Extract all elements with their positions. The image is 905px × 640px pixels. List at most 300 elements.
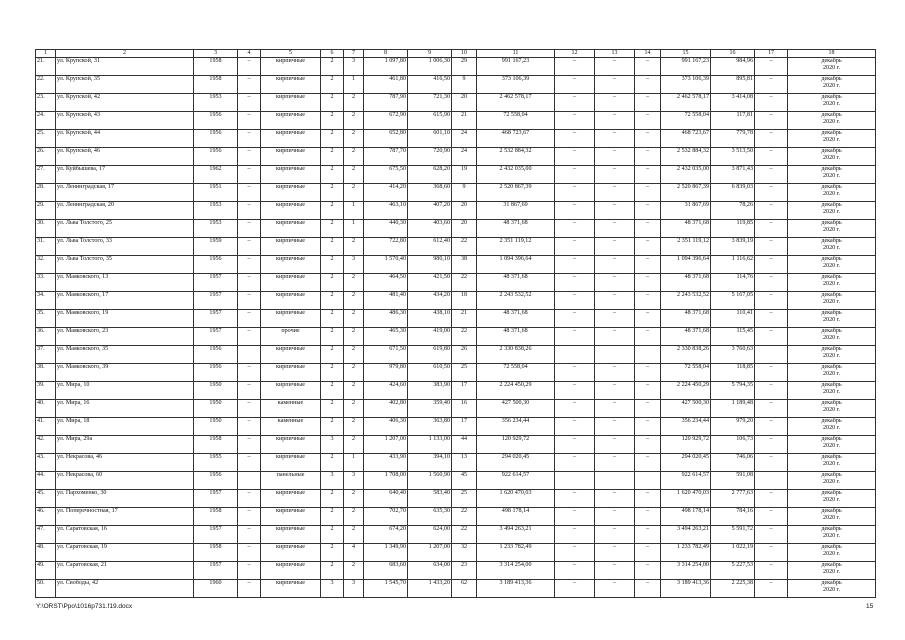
table-cell: 922 614,57 [661, 472, 711, 490]
table-cell: – [595, 220, 635, 238]
table-cell: – [238, 274, 261, 292]
table-cell: ул. Льва Толстого, 35 [56, 256, 194, 274]
table-cell: 40. [36, 400, 56, 418]
table-cell: – [755, 76, 788, 94]
table-cell: 72 558,04 [477, 364, 555, 382]
table-cell: 984,96 [711, 58, 755, 76]
deadline-month: декабрь [821, 562, 842, 568]
table-cell [635, 346, 661, 364]
deadline-cell [788, 148, 876, 166]
table-row [36, 490, 876, 508]
deadline-year: 2020 г. [822, 371, 841, 377]
table-cell: 106,73 [711, 436, 755, 454]
column-header: 16 [711, 50, 755, 58]
table-cell: – [555, 184, 595, 202]
table-cell: – [595, 364, 635, 382]
table-row [36, 436, 876, 454]
table-cell: 32. [36, 256, 56, 274]
table-cell: 635,30 [408, 508, 452, 526]
table-cell: – [555, 256, 595, 274]
table-cell: 2 [321, 130, 344, 148]
deadline-cell [788, 418, 876, 436]
table-row [36, 292, 876, 310]
table-row [36, 256, 876, 274]
table-cell: – [238, 490, 261, 508]
table-cell: 991 167,23 [661, 58, 711, 76]
deadline-month: декабрь [821, 418, 842, 424]
table-cell: 2 [344, 490, 364, 508]
table-row [36, 76, 876, 94]
deadline-year: 2020 г. [822, 461, 841, 467]
header-row [36, 50, 876, 58]
table-cell: кирпичные [261, 220, 321, 238]
table-cell: 640,40 [364, 490, 408, 508]
table-cell: ул. Мира, 16 [56, 400, 194, 418]
table-cell: – [555, 562, 595, 580]
table-cell: 619,80 [408, 346, 452, 364]
table-cell: – [595, 562, 635, 580]
table-cell: 481,40 [364, 292, 408, 310]
deadline-month: декабрь [821, 526, 842, 532]
table-cell: – [595, 292, 635, 310]
table-cell: 1956 [194, 364, 238, 382]
table-cell: 2 [344, 130, 364, 148]
table-cell: 2 [344, 94, 364, 112]
table-cell: – [635, 202, 661, 220]
table-cell: 3 [321, 436, 344, 454]
table-cell: 1957 [194, 292, 238, 310]
table-cell: 1956 [194, 346, 238, 364]
table-cell: 465,30 [364, 328, 408, 346]
table-cell: – [555, 526, 595, 544]
table-cell: 2 351 119,12 [477, 238, 555, 256]
deadline-cell [788, 364, 876, 382]
table-cell: – [635, 76, 661, 94]
table-cell: – [238, 112, 261, 130]
table-cell: – [635, 508, 661, 526]
table-cell: 1 097,80 [364, 58, 408, 76]
deadline-month: декабрь [821, 202, 842, 208]
table-cell: 373 106,39 [477, 76, 555, 94]
table-cell: каменные [261, 400, 321, 418]
table-cell: 2 [321, 274, 344, 292]
table-cell: – [555, 112, 595, 130]
table-row [36, 310, 876, 328]
table-cell: 1 006,30 [408, 58, 452, 76]
table-cell: ул. Некрасова, 46 [56, 454, 194, 472]
table-cell: 1 207,00 [364, 436, 408, 454]
deadline-year: 2020 г. [822, 281, 841, 287]
table-cell: 41. [36, 418, 56, 436]
table-cell: 1957 [194, 310, 238, 328]
deadline-year: 2020 г. [822, 173, 841, 179]
table-cell: – [238, 364, 261, 382]
table-cell: 468 723,67 [477, 130, 555, 148]
table-row [36, 220, 876, 238]
table-cell: – [755, 328, 788, 346]
table-cell: 2 225,38 [711, 580, 755, 598]
table-cell: 5 794,35 [711, 382, 755, 400]
table-cell: 48 371,68 [477, 274, 555, 292]
table-cell: 2 [321, 202, 344, 220]
table-cell: – [635, 310, 661, 328]
table-cell: 2 532 884,32 [477, 148, 555, 166]
table-cell: ул. Некрасова, 60 [56, 472, 194, 490]
table-cell: 1956 [194, 112, 238, 130]
table-cell: 2 [321, 562, 344, 580]
table-cell: – [635, 454, 661, 472]
table-cell: 37. [36, 346, 56, 364]
table-cell: 498 178,14 [477, 508, 555, 526]
table-cell: 787,70 [364, 148, 408, 166]
table-cell: 434,20 [408, 292, 452, 310]
table-cell: ул. Мира, 18 [56, 418, 194, 436]
table-cell: 979,80 [364, 364, 408, 382]
table-cell: 610,50 [408, 364, 452, 382]
deadline-year: 2020 г. [822, 443, 841, 449]
table-cell: 615,90 [408, 112, 452, 130]
table-cell: – [595, 490, 635, 508]
table-row [36, 562, 876, 580]
table-cell: – [595, 238, 635, 256]
table-cell: 2 243 532,52 [661, 292, 711, 310]
table-cell: – [635, 436, 661, 454]
table-cell: – [595, 76, 635, 94]
table-cell: 118,85 [711, 364, 755, 382]
table-cell: – [555, 310, 595, 328]
table-cell: 2 [321, 184, 344, 202]
table-cell: 119,85 [711, 220, 755, 238]
table-cell: 721,30 [408, 94, 452, 112]
table-cell: 21. [36, 58, 56, 76]
table-cell: – [755, 436, 788, 454]
table-cell [595, 472, 635, 490]
table-cell: ул. Маяковского, 17 [56, 292, 194, 310]
table-cell: 2 [344, 274, 364, 292]
table-cell: 424,60 [364, 382, 408, 400]
table-cell: 784,16 [711, 508, 755, 526]
table-cell: 1956 [194, 130, 238, 148]
table-cell: ул. Крупской, 44 [56, 130, 194, 148]
table-cell: – [555, 418, 595, 436]
table-cell: – [595, 436, 635, 454]
table-cell: 110,41 [711, 310, 755, 328]
column-header: 10 [452, 50, 477, 58]
table-cell: ул. Маяковского, 19 [56, 310, 194, 328]
table-cell: 433,90 [364, 454, 408, 472]
table-row [36, 580, 876, 598]
table-cell: кирпичные [261, 382, 321, 400]
table-cell: 3 [344, 472, 364, 490]
deadline-month: декабрь [821, 166, 842, 172]
table-cell: 2 330 838,26 [477, 346, 555, 364]
table-cell: 634,00 [408, 562, 452, 580]
table-cell: 13 [452, 454, 477, 472]
table-cell: 1958 [194, 76, 238, 94]
table-cell: – [635, 184, 661, 202]
table-cell: 779,78 [711, 130, 755, 148]
table-cell: – [755, 130, 788, 148]
deadline-month: декабрь [821, 400, 842, 406]
deadline-cell [788, 580, 876, 598]
table-row [36, 130, 876, 148]
table-cell: 414,20 [364, 184, 408, 202]
table-cell: 42. [36, 436, 56, 454]
table-cell: 702,70 [364, 508, 408, 526]
table-cell: ул. Мира, 10 [56, 382, 194, 400]
table-cell: – [238, 184, 261, 202]
table-cell: – [595, 130, 635, 148]
table-cell: – [755, 454, 788, 472]
table-cell: 2 [344, 292, 364, 310]
table-cell: – [555, 202, 595, 220]
table-cell: 394,10 [408, 454, 452, 472]
table-cell: – [238, 562, 261, 580]
table-cell: кирпичные [261, 274, 321, 292]
table-cell: – [595, 544, 635, 562]
table-cell: 1 094 396,64 [661, 256, 711, 274]
table-cell: 6 839,03 [711, 184, 755, 202]
table-cell: кирпичные [261, 184, 321, 202]
table-cell: – [555, 94, 595, 112]
table-cell: – [755, 184, 788, 202]
table-cell: – [555, 400, 595, 418]
deadline-year: 2020 г. [822, 335, 841, 341]
table-cell: 48 371,68 [661, 328, 711, 346]
table-cell: 440,30 [364, 220, 408, 238]
table-cell: – [595, 166, 635, 184]
table-cell: 2 [321, 544, 344, 562]
table-cell: кирпичные [261, 346, 321, 364]
deadline-year: 2020 г. [822, 65, 841, 71]
deadline-month: декабрь [821, 130, 842, 136]
deadline-month: декабрь [821, 328, 842, 334]
table-cell: 2 [344, 382, 364, 400]
table-cell: 2 [344, 310, 364, 328]
table-cell: 486,30 [364, 310, 408, 328]
table-cell: кирпичные [261, 454, 321, 472]
deadline-cell [788, 292, 876, 310]
table-row [36, 508, 876, 526]
table-cell: ул. Саратовская, 21 [56, 562, 194, 580]
table-cell: – [555, 508, 595, 526]
table-cell: 2 520 867,39 [661, 184, 711, 202]
deadline-year: 2020 г. [822, 137, 841, 143]
column-header: 1 [36, 50, 56, 58]
table-cell: – [238, 202, 261, 220]
deadline-month: декабрь [821, 544, 842, 550]
table-cell: – [635, 544, 661, 562]
table-cell: кирпичные [261, 310, 321, 328]
deadline-cell [788, 562, 876, 580]
footer-file-path: Y:\ORST\Ppo\1016p731.f19.docx [36, 603, 133, 610]
deadline-month: декабрь [821, 580, 842, 586]
table-cell [238, 472, 261, 490]
table-cell: – [755, 292, 788, 310]
table-cell: 461,80 [364, 76, 408, 94]
table-cell: ул. Крупской, 46 [56, 148, 194, 166]
table-cell: 1 620 470,03 [661, 490, 711, 508]
deadline-year: 2020 г. [822, 479, 841, 485]
table-cell: 2 [321, 256, 344, 274]
deadline-month: декабрь [821, 346, 842, 352]
deadline-cell [788, 490, 876, 508]
deadline-year: 2020 г. [822, 569, 841, 575]
table-cell: ул. Свободы, 42 [56, 580, 194, 598]
deadline-month: декабрь [821, 310, 842, 316]
table-cell: кирпичные [261, 256, 321, 274]
table-cell: 48 371,68 [477, 310, 555, 328]
table-cell: 1 560,90 [408, 472, 452, 490]
table-cell: 2 [321, 382, 344, 400]
table-cell [635, 472, 661, 490]
table-cell: – [595, 274, 635, 292]
table-cell: 44 [452, 436, 477, 454]
table-cell: 1962 [194, 166, 238, 184]
table-row [36, 238, 876, 256]
table-cell: – [595, 112, 635, 130]
table-cell: – [755, 382, 788, 400]
table-cell: 2 [321, 508, 344, 526]
deadline-cell [788, 238, 876, 256]
table-cell: – [635, 400, 661, 418]
table-cell: ул. Льва Толстого, 25 [56, 220, 194, 238]
table-cell: – [755, 544, 788, 562]
housing-table [35, 49, 876, 598]
table-cell: ул. Ленинградская, 17 [56, 184, 194, 202]
table-cell: 2 [321, 292, 344, 310]
table-cell: 1956 [194, 148, 238, 166]
deadline-year: 2020 г. [822, 101, 841, 107]
table-cell: 2 224 450,29 [661, 382, 711, 400]
table-cell: – [595, 94, 635, 112]
table-cell: 421,50 [408, 274, 452, 292]
table-cell: 3 314 254,00 [477, 562, 555, 580]
table-cell: 1 620 470,03 [477, 490, 555, 508]
deadline-year: 2020 г. [822, 191, 841, 197]
deadline-cell [788, 274, 876, 292]
table-cell: 652,80 [364, 130, 408, 148]
table-cell: 1 349,90 [364, 544, 408, 562]
table-row [36, 274, 876, 292]
table-cell: панельные [261, 472, 321, 490]
deadline-year: 2020 г. [822, 227, 841, 233]
table-cell: 720,90 [408, 148, 452, 166]
table-cell: 922 614,57 [477, 472, 555, 490]
table-cell: 468 723,67 [661, 130, 711, 148]
table-cell: – [238, 166, 261, 184]
column-header: 18 [788, 50, 876, 58]
table-cell: 34. [36, 292, 56, 310]
table-cell: 1 [344, 202, 364, 220]
column-header: 15 [661, 50, 711, 58]
table-cell: 30. [36, 220, 56, 238]
table-cell: – [238, 238, 261, 256]
deadline-cell [788, 400, 876, 418]
deadline-year: 2020 г. [822, 587, 841, 593]
table-cell: ул. Поперечностная, 17 [56, 508, 194, 526]
table-cell: 2 [321, 364, 344, 382]
table-cell: 1957 [194, 274, 238, 292]
table-cell: – [595, 202, 635, 220]
table-cell: – [635, 148, 661, 166]
table-cell: 1953 [194, 202, 238, 220]
deadline-cell [788, 382, 876, 400]
table-cell: 2 [344, 346, 364, 364]
table-row [36, 112, 876, 130]
table-cell: 1 133,00 [408, 436, 452, 454]
table-cell: кирпичные [261, 130, 321, 148]
table-cell: – [238, 76, 261, 94]
table-cell: – [635, 220, 661, 238]
table-cell: 72 558,04 [661, 112, 711, 130]
table-cell: 683,60 [364, 562, 408, 580]
table-cell: – [238, 58, 261, 76]
table-cell [555, 346, 595, 364]
table-cell: ул. Крупской, 42 [56, 94, 194, 112]
table-cell: – [555, 364, 595, 382]
table-cell: 2 [344, 364, 364, 382]
table-cell: – [555, 238, 595, 256]
column-header: 9 [408, 50, 452, 58]
table-cell: 31 867,69 [661, 202, 711, 220]
table-cell: 3 494 263,21 [661, 526, 711, 544]
table-row [36, 166, 876, 184]
table-cell: 9 [452, 184, 477, 202]
table-cell: 1 116,62 [711, 256, 755, 274]
deadline-cell [788, 130, 876, 148]
table-cell [755, 472, 788, 490]
table-cell: 46. [36, 508, 56, 526]
table-row [36, 346, 876, 364]
table-cell: 895,81 [711, 76, 755, 94]
table-cell: 427 500,30 [661, 400, 711, 418]
table-cell: 2 [344, 526, 364, 544]
table-cell: 2 [344, 112, 364, 130]
table-cell: 22. [36, 76, 56, 94]
table-cell: 26 [452, 346, 477, 364]
table-cell: кирпичные [261, 148, 321, 166]
table-cell: кирпичные [261, 76, 321, 94]
table-cell: – [555, 382, 595, 400]
table-cell: 2 [321, 238, 344, 256]
table-cell: – [755, 274, 788, 292]
table-cell: 22 [452, 328, 477, 346]
table-cell: 612,40 [408, 238, 452, 256]
table-cell: 383,90 [408, 382, 452, 400]
table-cell: – [238, 310, 261, 328]
table-cell: – [635, 580, 661, 598]
table-cell: 35. [36, 310, 56, 328]
table-cell: 39. [36, 382, 56, 400]
table-cell: – [238, 400, 261, 418]
table-cell: кирпичные [261, 94, 321, 112]
table-cell: – [755, 562, 788, 580]
table-cell: 2 [321, 346, 344, 364]
table-cell: 1953 [194, 220, 238, 238]
table-cell: 2 330 838,26 [661, 346, 711, 364]
table-cell: ул. Ленинградская, 20 [56, 202, 194, 220]
table-cell: 2 [321, 112, 344, 130]
table-cell: ул. Крупской, 35 [56, 76, 194, 94]
table-cell: 1 233 782,49 [477, 544, 555, 562]
deadline-year: 2020 г. [822, 245, 841, 251]
deadline-cell [788, 76, 876, 94]
table-cell: 48. [36, 544, 56, 562]
deadline-year: 2020 г. [822, 263, 841, 269]
table-cell: – [238, 94, 261, 112]
table-cell: кирпичные [261, 580, 321, 598]
